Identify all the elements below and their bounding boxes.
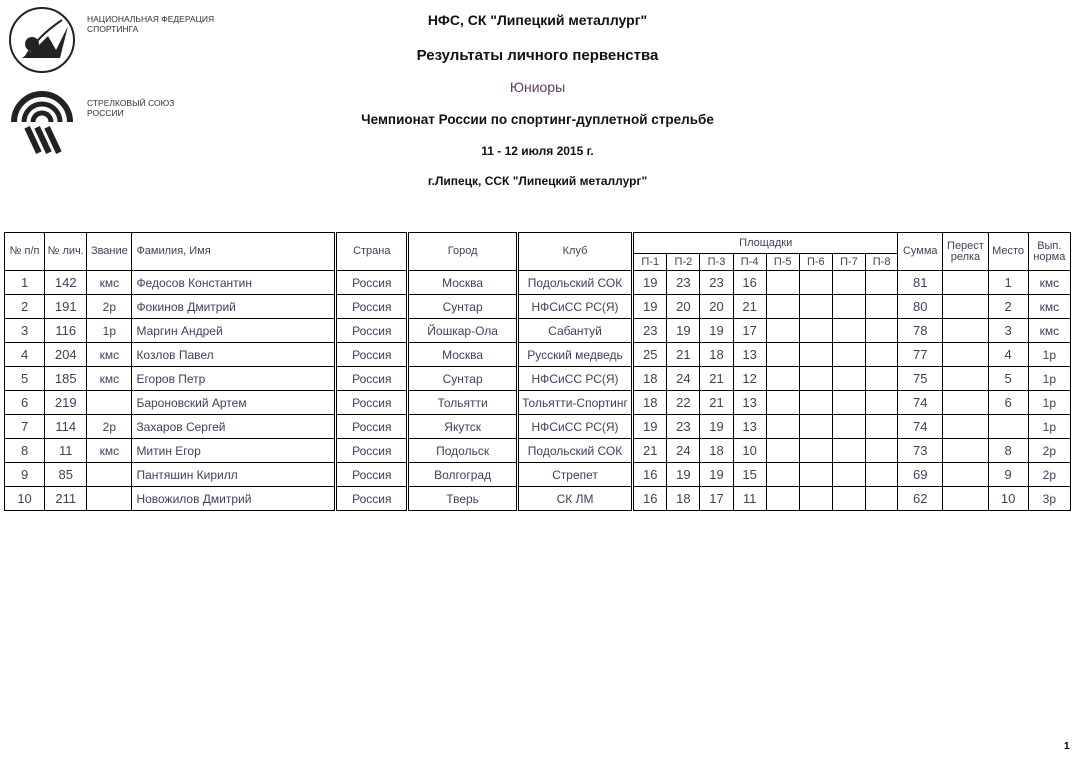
- cell-p8: [865, 319, 897, 343]
- cell-p6: [799, 463, 832, 487]
- cell-p8: [865, 487, 897, 511]
- cell-rank: [87, 391, 132, 415]
- cell-city: Подольск: [409, 439, 516, 463]
- cell-country: Россия: [337, 415, 407, 439]
- cell-p5: [766, 271, 799, 295]
- cell-country: Россия: [337, 463, 407, 487]
- cell-shootoff: [943, 271, 988, 295]
- col-norm: Вып. норма: [1028, 233, 1070, 271]
- cell-num: 7: [5, 415, 45, 439]
- cell-personal-number: 204: [45, 343, 87, 367]
- cell-name: Федосов Константин: [132, 271, 335, 295]
- cell-place: 2: [988, 295, 1028, 319]
- table-row: [5, 319, 1071, 343]
- table-row: [5, 367, 1071, 391]
- col-sum: Сумма: [898, 233, 943, 271]
- cell-shootoff: [943, 391, 988, 415]
- event-date: 11 - 12 июля 2015 г.: [481, 144, 594, 158]
- cell-place: 8: [988, 439, 1028, 463]
- ssr-org-name: СТРЕЛКОВЫЙ СОЮЗ РОССИИ: [87, 98, 175, 118]
- cell-p3: 17: [700, 487, 733, 511]
- cell-p3: 19: [700, 319, 733, 343]
- cell-country: Россия: [337, 295, 407, 319]
- col-p3: П-3: [700, 254, 733, 271]
- cell-sum: 62: [898, 487, 943, 511]
- cell-shootoff: [943, 295, 988, 319]
- cell-club: Подольский СОК: [518, 271, 631, 295]
- cell-p7: [832, 463, 865, 487]
- cell-shootoff: [943, 415, 988, 439]
- cell-name: Новожилов Дмитрий: [132, 487, 335, 511]
- cell-num: 6: [5, 391, 45, 415]
- cell-p4: 12: [733, 367, 766, 391]
- cell-p2: 24: [667, 367, 700, 391]
- cell-p1: 19: [634, 295, 667, 319]
- table-row: [5, 391, 1071, 415]
- cell-rank: кмс: [87, 343, 132, 367]
- cell-p5: [766, 391, 799, 415]
- cell-country: Россия: [337, 439, 407, 463]
- cell-club: НФСиСС РС(Я): [518, 295, 631, 319]
- cell-num: 4: [5, 343, 45, 367]
- cell-num: 3: [5, 319, 45, 343]
- table-row: [5, 439, 1071, 463]
- table-row: [5, 343, 1071, 367]
- cell-norm: 2р: [1028, 463, 1070, 487]
- cell-norm: 1р: [1028, 415, 1070, 439]
- cell-p4: 13: [733, 391, 766, 415]
- cell-p4: 13: [733, 415, 766, 439]
- cell-shootoff: [943, 463, 988, 487]
- cell-sum: 73: [898, 439, 943, 463]
- cell-p8: [865, 439, 897, 463]
- cell-p2: 24: [667, 439, 700, 463]
- cell-country: Россия: [337, 271, 407, 295]
- cell-sum: 74: [898, 391, 943, 415]
- cell-rank: [87, 463, 132, 487]
- cell-sum: 80: [898, 295, 943, 319]
- cell-p7: [832, 391, 865, 415]
- cell-name: Пантяшин Кирилл: [132, 463, 335, 487]
- cell-num: 9: [5, 463, 45, 487]
- cell-p5: [766, 343, 799, 367]
- cell-p6: [799, 439, 832, 463]
- cell-rank: [87, 487, 132, 511]
- table-row: [5, 487, 1071, 511]
- cell-p8: [865, 271, 897, 295]
- cell-place: 4: [988, 343, 1028, 367]
- cell-p7: [832, 415, 865, 439]
- cell-city: Тольятти: [409, 391, 516, 415]
- cell-shootoff: [943, 319, 988, 343]
- cell-personal-number: 116: [45, 319, 87, 343]
- cell-p6: [799, 367, 832, 391]
- page-title: Результаты личного первенства: [416, 47, 659, 64]
- nfs-org-name: НАЦИОНАЛЬНАЯ ФЕДЕРАЦИЯ СПОРТИНГА: [87, 14, 215, 34]
- cell-num: 8: [5, 439, 45, 463]
- cell-personal-number: 211: [45, 487, 87, 511]
- cell-club: Сабантуй: [518, 319, 631, 343]
- page-number: 1: [1064, 741, 1070, 752]
- table-row: [5, 463, 1071, 487]
- cell-sum: 77: [898, 343, 943, 367]
- col-p8: П-8: [865, 254, 897, 271]
- cell-name: Бароновский Артем: [132, 391, 335, 415]
- category-label: Юниоры: [509, 79, 566, 95]
- cell-p1: 19: [634, 415, 667, 439]
- event-name: Чемпионат России по спортинг-дуплетной стрельбе: [361, 112, 714, 127]
- cell-p8: [865, 367, 897, 391]
- cell-p3: 18: [700, 439, 733, 463]
- cell-p4: 17: [733, 319, 766, 343]
- cell-place: 3: [988, 319, 1028, 343]
- cell-p3: 19: [700, 415, 733, 439]
- cell-club: НФСиСС РС(Я): [518, 415, 631, 439]
- cell-sum: 75: [898, 367, 943, 391]
- cell-city: Москва: [409, 271, 516, 295]
- cell-p2: 23: [667, 415, 700, 439]
- cell-norm: 3р: [1028, 487, 1070, 511]
- cell-p6: [799, 271, 832, 295]
- cell-p1: 18: [634, 367, 667, 391]
- cell-shootoff: [943, 367, 988, 391]
- cell-place: 6: [988, 391, 1028, 415]
- results-body: [5, 271, 1071, 511]
- cell-p4: 11: [733, 487, 766, 511]
- cell-personal-number: 11: [45, 439, 87, 463]
- cell-p4: 10: [733, 439, 766, 463]
- col-country: Страна: [337, 233, 407, 271]
- cell-p4: 15: [733, 463, 766, 487]
- cell-p1: 23: [634, 319, 667, 343]
- cell-country: Россия: [337, 487, 407, 511]
- cell-num: 5: [5, 367, 45, 391]
- cell-p1: 25: [634, 343, 667, 367]
- cell-country: Россия: [337, 367, 407, 391]
- table-row: [5, 415, 1071, 439]
- cell-name: Маргин Андрей: [132, 319, 335, 343]
- cell-city: Москва: [409, 343, 516, 367]
- cell-p6: [799, 487, 832, 511]
- col-p4: П-4: [733, 254, 766, 271]
- cell-rank: 2р: [87, 415, 132, 439]
- cell-p5: [766, 487, 799, 511]
- cell-place: 1: [988, 271, 1028, 295]
- cell-p7: [832, 319, 865, 343]
- cell-p4: 21: [733, 295, 766, 319]
- cell-personal-number: 191: [45, 295, 87, 319]
- cell-p5: [766, 415, 799, 439]
- col-num: № п/п: [5, 233, 45, 271]
- col-areas: Площадки: [634, 233, 898, 254]
- cell-p6: [799, 415, 832, 439]
- cell-personal-number: 185: [45, 367, 87, 391]
- cell-city: Волгоград: [409, 463, 516, 487]
- organizer-heading: НФС, СК "Липецкий металлург": [427, 12, 648, 28]
- cell-p1: 16: [634, 487, 667, 511]
- cell-p5: [766, 367, 799, 391]
- cell-p6: [799, 391, 832, 415]
- col-p1: П-1: [634, 254, 667, 271]
- cell-p8: [865, 391, 897, 415]
- cell-norm: 2р: [1028, 439, 1070, 463]
- cell-sum: 74: [898, 415, 943, 439]
- cell-country: Россия: [337, 319, 407, 343]
- cell-shootoff: [943, 439, 988, 463]
- cell-p5: [766, 295, 799, 319]
- col-shootoff: Перестрелка: [943, 233, 988, 271]
- cell-city: Йошкар-Ола: [409, 319, 516, 343]
- cell-p8: [865, 415, 897, 439]
- col-p6: П-6: [799, 254, 832, 271]
- cell-num: 10: [5, 487, 45, 511]
- cell-place: [988, 415, 1028, 439]
- cell-personal-number: 142: [45, 271, 87, 295]
- cell-club: НФСиСС РС(Я): [518, 367, 631, 391]
- cell-personal-number: 85: [45, 463, 87, 487]
- cell-city: Тверь: [409, 487, 516, 511]
- cell-p5: [766, 439, 799, 463]
- cell-rank: кмс: [87, 439, 132, 463]
- cell-p3: 18: [700, 343, 733, 367]
- cell-name: Захаров Сергей: [132, 415, 335, 439]
- cell-p8: [865, 343, 897, 367]
- cell-p1: 16: [634, 463, 667, 487]
- cell-norm: кмс: [1028, 319, 1070, 343]
- cell-num: 2: [5, 295, 45, 319]
- cell-club: Подольский СОК: [518, 439, 631, 463]
- cell-city: Якутск: [409, 415, 516, 439]
- cell-place: 10: [988, 487, 1028, 511]
- cell-p7: [832, 367, 865, 391]
- col-club: Клуб: [518, 233, 631, 271]
- table-row: [5, 271, 1071, 295]
- cell-p2: 20: [667, 295, 700, 319]
- cell-p1: 18: [634, 391, 667, 415]
- cell-sum: 78: [898, 319, 943, 343]
- cell-p7: [832, 439, 865, 463]
- cell-name: Фокинов Дмитрий: [132, 295, 335, 319]
- col-personal-number: № лич.: [45, 233, 87, 271]
- cell-p2: 19: [667, 463, 700, 487]
- cell-p4: 16: [733, 271, 766, 295]
- cell-p2: 21: [667, 343, 700, 367]
- cell-city: Сунтар: [409, 367, 516, 391]
- cell-place: 9: [988, 463, 1028, 487]
- cell-p6: [799, 319, 832, 343]
- cell-p2: 22: [667, 391, 700, 415]
- cell-norm: 1р: [1028, 391, 1070, 415]
- cell-num: 1: [5, 271, 45, 295]
- cell-name: Козлов Павел: [132, 343, 335, 367]
- col-p5: П-5: [766, 254, 799, 271]
- cell-p7: [832, 487, 865, 511]
- cell-sum: 81: [898, 271, 943, 295]
- cell-sum: 69: [898, 463, 943, 487]
- col-p2: П-2: [667, 254, 700, 271]
- cell-club: Тольятти-Спортинг: [518, 391, 631, 415]
- event-place: г.Липецк, ССК "Липецкий металлург": [427, 174, 648, 188]
- cell-club: Русский медведь: [518, 343, 631, 367]
- cell-p3: 20: [700, 295, 733, 319]
- cell-p6: [799, 295, 832, 319]
- cell-shootoff: [943, 343, 988, 367]
- cell-p1: 19: [634, 271, 667, 295]
- cell-p7: [832, 271, 865, 295]
- cell-country: Россия: [337, 343, 407, 367]
- results-table: [4, 232, 1071, 511]
- cell-p5: [766, 319, 799, 343]
- cell-shootoff: [943, 487, 988, 511]
- cell-name: Егоров Петр: [132, 367, 335, 391]
- cell-p3: 21: [700, 391, 733, 415]
- cell-p4: 13: [733, 343, 766, 367]
- cell-club: СК ЛМ: [518, 487, 631, 511]
- cell-rank: 2р: [87, 295, 132, 319]
- cell-norm: кмс: [1028, 271, 1070, 295]
- cell-rank: кмс: [87, 367, 132, 391]
- cell-p8: [865, 463, 897, 487]
- cell-p7: [832, 343, 865, 367]
- cell-norm: кмс: [1028, 295, 1070, 319]
- cell-name: Митин Егор: [132, 439, 335, 463]
- cell-club: Стрепет: [518, 463, 631, 487]
- table-row: [5, 295, 1071, 319]
- cell-p1: 21: [634, 439, 667, 463]
- cell-p2: 19: [667, 319, 700, 343]
- col-name: Фамилия, Имя: [132, 233, 335, 271]
- cell-city: Сунтар: [409, 295, 516, 319]
- cell-personal-number: 219: [45, 391, 87, 415]
- cell-p3: 21: [700, 367, 733, 391]
- cell-rank: кмс: [87, 271, 132, 295]
- cell-p7: [832, 295, 865, 319]
- cell-p3: 19: [700, 463, 733, 487]
- cell-country: Россия: [337, 391, 407, 415]
- cell-p2: 18: [667, 487, 700, 511]
- cell-p2: 23: [667, 271, 700, 295]
- cell-norm: 1р: [1028, 367, 1070, 391]
- cell-personal-number: 114: [45, 415, 87, 439]
- cell-p5: [766, 463, 799, 487]
- col-rank: Звание: [87, 233, 132, 271]
- col-p7: П-7: [832, 254, 865, 271]
- cell-p3: 23: [700, 271, 733, 295]
- cell-rank: 1р: [87, 319, 132, 343]
- cell-p8: [865, 295, 897, 319]
- cell-norm: 1р: [1028, 343, 1070, 367]
- cell-place: 5: [988, 367, 1028, 391]
- col-place: Место: [988, 233, 1028, 271]
- col-city: Город: [409, 233, 516, 271]
- cell-p6: [799, 343, 832, 367]
